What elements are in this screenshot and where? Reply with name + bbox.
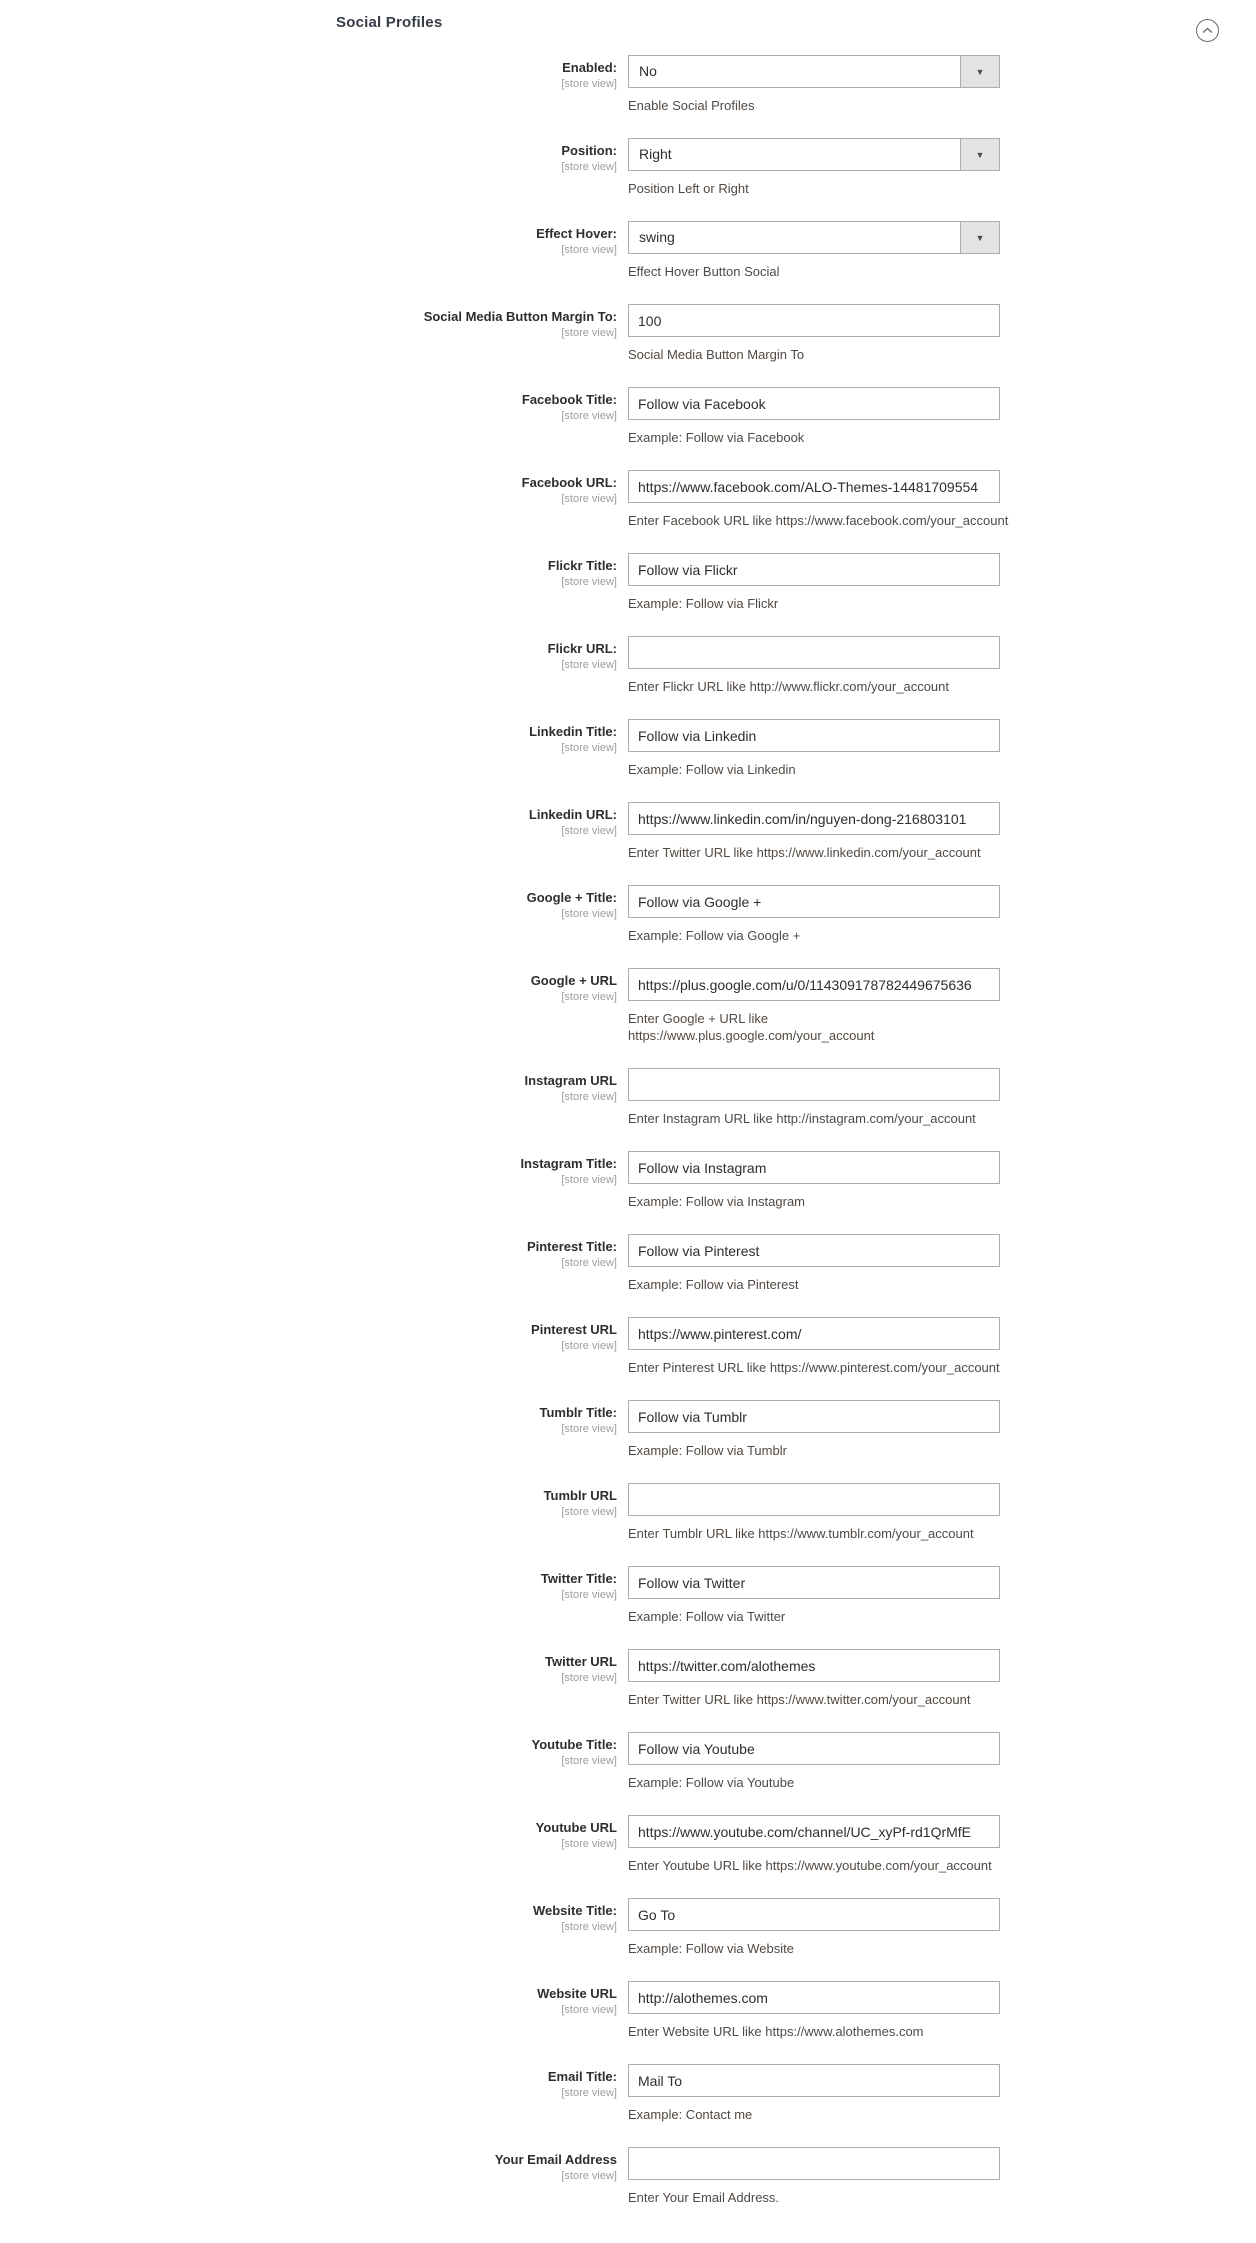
field-row-pinterest-title: [0, 1234, 1256, 1293]
field-note: [628, 1110, 1000, 1127]
field-note-line: Example: Follow via Flickr: [628, 596, 779, 611]
field-note: [628, 429, 1000, 446]
field-note: [628, 2189, 1000, 2206]
field-control-column: [628, 1317, 1000, 1376]
field-control-column: [628, 1151, 1000, 1210]
website-url-input[interactable]: [628, 1981, 1000, 2014]
field-control-column: [628, 1483, 1000, 1542]
field-control: [628, 1400, 1000, 1433]
field-note: [628, 346, 1000, 363]
field-note-line: Social Media Button Margin To: [628, 347, 805, 362]
field-note-line: Enter Flickr URL like http://www.flickr.com/your_account: [628, 679, 950, 694]
pinterest-title-input[interactable]: [628, 1234, 1000, 1267]
field-label-column: [0, 55, 617, 91]
field-label-column: [0, 1815, 617, 1851]
field-label: Website URL: [537, 1986, 617, 2001]
field-control-column: [628, 1732, 1000, 1791]
pinterest-url-input[interactable]: [628, 1317, 1000, 1350]
social-media-button-margin-to-input[interactable]: [628, 304, 1000, 337]
field-note-line: Example: Contact me: [628, 2107, 753, 2122]
field-note: [628, 263, 1000, 280]
field-label-column: [0, 138, 617, 174]
field-label: Facebook Title:: [521, 392, 617, 407]
field-note-line: Enter Facebook URL like https://www.facebook.com/your_account: [628, 513, 1009, 528]
field-control-column: [628, 1068, 1000, 1127]
twitter-url-input[interactable]: [628, 1649, 1000, 1682]
field-scope-label: [store view]: [561, 1257, 617, 1269]
field-row-google-url: [0, 968, 1256, 1044]
position-select[interactable]: [628, 138, 1000, 171]
field-scope-label: [store view]: [561, 1506, 617, 1518]
field-scope-label: [store view]: [561, 1423, 617, 1435]
field-label-column: [0, 968, 617, 1004]
field-control-column: [628, 802, 1000, 861]
website-title-input[interactable]: [628, 1898, 1000, 1931]
field-control: [628, 968, 1000, 1001]
field-row-youtube-url: [0, 1815, 1256, 1874]
field-label-column: [0, 1898, 617, 1934]
field-note: [628, 678, 1000, 695]
field-control-column: [628, 719, 1000, 778]
field-label-column: [0, 1400, 617, 1436]
field-scope-label: [store view]: [561, 991, 617, 1003]
field-label-column: [0, 387, 617, 423]
field-note: [628, 595, 1000, 612]
field-note: [628, 1359, 1000, 1376]
field-label: Position:: [561, 143, 617, 158]
field-label: Youtube URL: [535, 1820, 617, 1835]
field-control: [628, 1815, 1000, 1848]
field-label-column: [0, 553, 617, 589]
field-note-line: Example: Follow via Linkedin: [628, 762, 796, 777]
field-note: [628, 1442, 1000, 1459]
select-value: No: [639, 63, 657, 79]
field-scope-label: [store view]: [561, 1174, 617, 1186]
field-control-column: [628, 221, 1000, 280]
section-title: Social Profiles: [336, 14, 443, 31]
google-title-input[interactable]: [628, 885, 1000, 918]
field-scope-label: [store view]: [561, 1838, 617, 1850]
field-scope-label: [store view]: [561, 659, 617, 671]
field-control-column: [628, 470, 1009, 529]
field-label: Facebook URL:: [521, 475, 617, 490]
field-note-line: Example: Follow via Google +: [628, 928, 801, 943]
field-scope-label: [store view]: [561, 327, 617, 339]
field-control-column: [628, 636, 1000, 695]
field-label-column: [0, 802, 617, 838]
instagram-title-input[interactable]: [628, 1151, 1000, 1184]
field-control: [628, 470, 1000, 503]
field-control-column: [628, 1234, 1000, 1293]
field-scope-label: [store view]: [561, 1091, 617, 1103]
field-label: Flickr Title:: [547, 558, 617, 573]
facebook-url-input[interactable]: [628, 470, 1000, 503]
email-title-input[interactable]: [628, 2064, 1000, 2097]
field-control: [628, 1566, 1000, 1599]
field-control-column: [628, 968, 1000, 1044]
field-control: [628, 1068, 1000, 1101]
field-label-column: [0, 1483, 617, 1519]
field-row-tumblr-title: [0, 1400, 1256, 1459]
field-label-column: [0, 1234, 617, 1270]
field-control-column: [628, 2147, 1000, 2206]
field-label: Enabled:: [562, 60, 617, 75]
field-label: Pinterest URL: [531, 1322, 617, 1337]
field-row-facebook-title: [0, 387, 1256, 446]
field-row-effect-hover: [0, 221, 1256, 280]
field-scope-label: [store view]: [561, 1340, 617, 1352]
field-note: [628, 1940, 1000, 1957]
field-note-line: Example: Follow via Youtube: [628, 1775, 795, 1790]
select-value: Right: [639, 146, 672, 162]
field-row-flickr-url: [0, 636, 1256, 695]
field-control: [628, 1317, 1000, 1350]
field-row-facebook-url: [0, 470, 1256, 529]
field-note-line: Enable Social Profiles: [628, 98, 755, 113]
field-label: Email Title:: [547, 2069, 617, 2084]
caret-down-icon: ▼: [960, 56, 999, 87]
field-control: [628, 1649, 1000, 1682]
field-control-column: [628, 1566, 1000, 1625]
field-scope-label: [store view]: [561, 742, 617, 754]
field-control-column: [628, 1400, 1000, 1459]
field-row-website-url: [0, 1981, 1256, 2040]
field-control-column: [628, 138, 1000, 197]
field-scope-label: [store view]: [561, 1755, 617, 1767]
field-label: Tumblr URL: [543, 1488, 617, 1503]
field-label: Google + URL: [530, 973, 617, 988]
field-control-column: [628, 553, 1000, 612]
field-note-line: Effect Hover Button Social: [628, 264, 780, 279]
flickr-title-input[interactable]: [628, 553, 1000, 586]
field-row-linkedin-title: [0, 719, 1256, 778]
field-label-column: [0, 719, 617, 755]
field-label-column: [0, 2064, 617, 2100]
collapse-section-button[interactable]: [1196, 19, 1219, 42]
field-control: [628, 2064, 1000, 2097]
field-scope-label: [store view]: [561, 2170, 617, 2182]
field-control-column: [628, 1815, 1000, 1874]
field-note-line: Example: Follow via Twitter: [628, 1609, 786, 1624]
field-control: [628, 1151, 1000, 1184]
field-row-position: [0, 138, 1256, 197]
field-note: [628, 2023, 1000, 2040]
field-control-column: [628, 1898, 1000, 1957]
field-label-column: [0, 636, 617, 672]
field-control: [628, 387, 1000, 420]
field-scope-label: [store view]: [561, 2087, 617, 2099]
field-label: Effect Hover:: [536, 226, 617, 241]
field-row-linkedin-url: [0, 802, 1256, 861]
fields-list: [0, 55, 1256, 2206]
field-note-line: https://www.plus.google.com/your_account: [628, 1028, 875, 1043]
chevron-up-icon: [1202, 27, 1213, 34]
field-label-column: [0, 1732, 617, 1768]
field-note: [628, 180, 1000, 197]
field-note-line: Enter Google + URL like: [628, 1011, 769, 1026]
field-label: Instagram Title:: [520, 1156, 617, 1171]
field-control: [628, 802, 1000, 835]
field-note: [628, 1193, 1000, 1210]
field-note-line: Example: Follow via Facebook: [628, 430, 805, 445]
field-label: Social Media Button Margin To:: [423, 309, 617, 324]
field-row-google-title: [0, 885, 1256, 944]
field-control-column: [628, 1981, 1000, 2040]
field-row-instagram-title: [0, 1151, 1256, 1210]
field-control-column: [628, 1649, 1000, 1708]
field-row-twitter-title: [0, 1566, 1256, 1625]
field-control: [628, 1898, 1000, 1931]
twitter-title-input[interactable]: [628, 1566, 1000, 1599]
field-note: [628, 844, 1000, 861]
field-note: [628, 97, 1000, 114]
field-row-website-title: [0, 1898, 1256, 1957]
field-label: Flickr URL:: [547, 641, 617, 656]
field-label: Google + Title:: [526, 890, 617, 905]
field-control-column: [628, 55, 1000, 114]
field-scope-label: [store view]: [561, 244, 617, 256]
field-note: [628, 1276, 1000, 1293]
field-control: [628, 2147, 1000, 2180]
effect-hover-select[interactable]: [628, 221, 1000, 254]
field-note: [628, 2106, 1000, 2123]
google-url-input[interactable]: [628, 968, 1000, 1001]
field-control: [628, 55, 1000, 88]
field-row-tumblr-url: [0, 1483, 1256, 1542]
field-note-line: Enter Your Email Address.: [628, 2190, 780, 2205]
caret-down-icon: ▼: [960, 222, 999, 253]
field-row-flickr-title: [0, 553, 1256, 612]
youtube-title-input[interactable]: [628, 1732, 1000, 1765]
field-label-column: [0, 1151, 617, 1187]
field-scope-label: [store view]: [561, 161, 617, 173]
field-control-column: [628, 2064, 1000, 2123]
field-note: [628, 1691, 1000, 1708]
field-note-line: Example: Follow via Tumblr: [628, 1443, 787, 1458]
field-label: Tumblr Title:: [539, 1405, 617, 1420]
field-row-twitter-url: [0, 1649, 1256, 1708]
instagram-url-input[interactable]: [628, 1068, 1000, 1101]
field-note: [628, 1774, 1000, 1791]
field-label-column: [0, 1566, 617, 1602]
field-label: Linkedin URL:: [528, 807, 617, 822]
field-row-enabled: [0, 55, 1256, 114]
select-value: swing: [639, 229, 675, 245]
field-control-column: [628, 885, 1000, 944]
field-scope-label: [store view]: [561, 1672, 617, 1684]
youtube-url-input[interactable]: [628, 1815, 1000, 1848]
field-row-social-media-button-margin-to: [0, 304, 1256, 363]
field-note: [628, 512, 1009, 529]
field-note-line: Enter Website URL like https://www.alothemes.com: [628, 2024, 924, 2039]
field-label-column: [0, 1317, 617, 1353]
field-note: [628, 761, 1000, 778]
field-note-line: Enter Tumblr URL like https://www.tumblr.com/your_account: [628, 1526, 974, 1541]
field-note: [628, 1525, 1000, 1542]
field-note-line: Enter Twitter URL like https://www.linkedin.com/your_account: [628, 845, 981, 860]
flickr-url-input[interactable]: [628, 636, 1000, 669]
field-label: Website Title:: [532, 1903, 617, 1918]
field-label-column: [0, 1649, 617, 1685]
field-control: [628, 304, 1000, 337]
field-label-column: [0, 221, 617, 257]
tumblr-url-input[interactable]: [628, 1483, 1000, 1516]
tumblr-title-input[interactable]: [628, 1400, 1000, 1433]
field-label: Instagram URL: [524, 1073, 617, 1088]
field-control-column: [628, 304, 1000, 363]
field-row-your-email-address: [0, 2147, 1256, 2206]
field-note: [628, 1010, 1000, 1044]
field-label-column: [0, 304, 617, 340]
linkedin-title-input[interactable]: [628, 719, 1000, 752]
field-note-line: Enter Pinterest URL like https://www.pinterest.com/your_account: [628, 1360, 1000, 1375]
field-label: Your Email Address: [494, 2152, 617, 2167]
field-scope-label: [store view]: [561, 908, 617, 920]
field-label-column: [0, 885, 617, 921]
field-scope-label: [store view]: [561, 1589, 617, 1601]
field-row-youtube-title: [0, 1732, 1256, 1791]
linkedin-url-input[interactable]: [628, 802, 1000, 835]
field-label-column: [0, 1981, 617, 2017]
field-label: Linkedin Title:: [529, 724, 617, 739]
field-label: Twitter URL: [545, 1654, 617, 1669]
field-scope-label: [store view]: [561, 1921, 617, 1933]
field-control: [628, 553, 1000, 586]
field-note-line: Example: Follow via Pinterest: [628, 1277, 799, 1292]
field-scope-label: [store view]: [561, 576, 617, 588]
field-row-pinterest-url: [0, 1317, 1256, 1376]
field-note: [628, 1857, 1000, 1874]
field-control: [628, 1483, 1000, 1516]
field-scope-label: [store view]: [561, 78, 617, 90]
field-note: [628, 927, 1000, 944]
field-label: Pinterest Title:: [526, 1239, 617, 1254]
enabled-select[interactable]: [628, 55, 1000, 88]
field-control: [628, 885, 1000, 918]
field-row-email-title: [0, 2064, 1256, 2123]
field-control-column: [628, 387, 1000, 446]
field-label-column: [0, 2147, 617, 2183]
field-scope-label: [store view]: [561, 2004, 617, 2016]
field-row-instagram-url: [0, 1068, 1256, 1127]
field-label: Youtube Title:: [531, 1737, 617, 1752]
field-control: [628, 719, 1000, 752]
field-label-column: [0, 470, 617, 506]
field-control: [628, 138, 1000, 171]
field-control: [628, 1234, 1000, 1267]
caret-down-icon: ▼: [960, 139, 999, 170]
field-control: [628, 1981, 1000, 2014]
field-note-line: Enter Twitter URL like https://www.twitter.com/your_account: [628, 1692, 971, 1707]
field-scope-label: [store view]: [561, 410, 617, 422]
field-control: [628, 636, 1000, 669]
your-email-address-input[interactable]: [628, 2147, 1000, 2180]
field-note-line: Example: Follow via Instagram: [628, 1194, 806, 1209]
field-label-column: [0, 1068, 617, 1104]
facebook-title-input[interactable]: [628, 387, 1000, 420]
field-note-line: Enter Instagram URL like http://instagram.com/your_account: [628, 1111, 976, 1126]
field-control: [628, 221, 1000, 254]
field-note-line: Enter Youtube URL like https://www.youtube.com/your_account: [628, 1858, 992, 1873]
field-scope-label: [store view]: [561, 825, 617, 837]
field-note-line: Example: Follow via Website: [628, 1941, 794, 1956]
field-label: Twitter Title:: [540, 1571, 617, 1586]
field-control: [628, 1732, 1000, 1765]
field-scope-label: [store view]: [561, 493, 617, 505]
field-note: [628, 1608, 1000, 1625]
field-note-line: Position Left or Right: [628, 181, 749, 196]
